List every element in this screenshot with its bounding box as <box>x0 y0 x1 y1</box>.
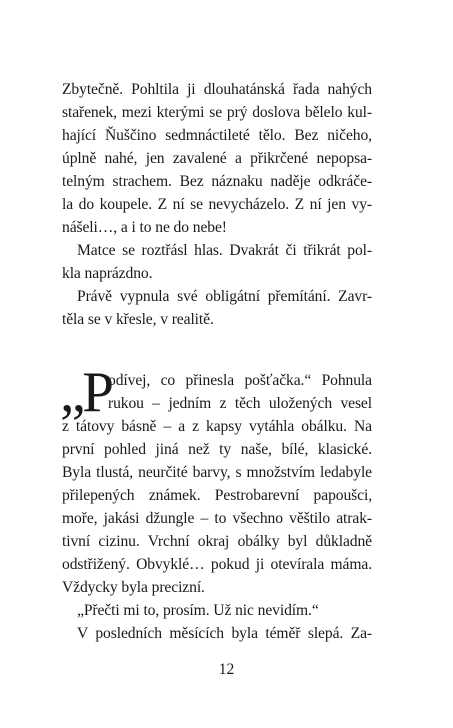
text-line: Byla tlustá, neurčité barvy, s množstvím ledabyle <box>62 464 372 481</box>
text-line: Zbytečně. Pohltila ji dlouhatánská řada nahých <box>62 81 372 98</box>
text-line: Matce se roztřásl hlas. Dvakrát či třikrát pol- <box>77 242 372 259</box>
text-line: nášeli…, a i to ne do nebe! <box>62 219 227 236</box>
text-line: stařenek, mezi kterými se prý doslova bělelo kul- <box>62 104 372 121</box>
drop-cap: „P <box>60 361 111 424</box>
text-line: odívej, co přinesla pošťačka.“ Pohnula <box>108 372 372 389</box>
text-line: Vždycky byla precizní. <box>62 579 205 596</box>
text-line: Právě vypnula své obligátní přemítání. Zavr- <box>77 288 372 305</box>
text-line: první pohled jiná než ty naše, bílé, klasické. <box>62 441 372 458</box>
text-line: „Přečti mi to, prosím. Už nic nevidím.“ <box>77 602 319 619</box>
text-line: rukou – jedním z těch uložených vesel <box>108 395 372 412</box>
text-line: tivní cizinu. Vrchní okraj obálky byl důkladně <box>62 533 372 550</box>
text-line: kla naprázdno. <box>62 265 153 282</box>
text-line: hající Ňuščino sedmnáctileté tělo. Bez ničeho, <box>62 127 372 144</box>
text-line: la do koupele. Z ní se nevycházelo. Z ní jen vy- <box>62 196 372 213</box>
text-line: přilepených známek. Pestrobarevní papoušci, <box>62 487 372 504</box>
text-line: úplně nahé, jen zavalené a přikrčené nepopsa- <box>62 150 372 167</box>
text-line: z tátovy básně – a z kapsy vytáhla obálku. Na <box>62 418 372 435</box>
page-number: 12 <box>218 661 235 678</box>
text-line: V posledních měsících byla téměř slepá. Za- <box>77 625 372 642</box>
text-line: odstřižený. Obvyklé… pokud ji otevírala máma. <box>62 556 372 573</box>
text-line: moře, jakási džungle – to všechno věštilo atrak- <box>62 510 372 527</box>
text-line: těla se v křesle, v realitě. <box>62 311 214 328</box>
text-line: telným strachem. Bez náznaku naděje odkráče- <box>62 173 372 190</box>
